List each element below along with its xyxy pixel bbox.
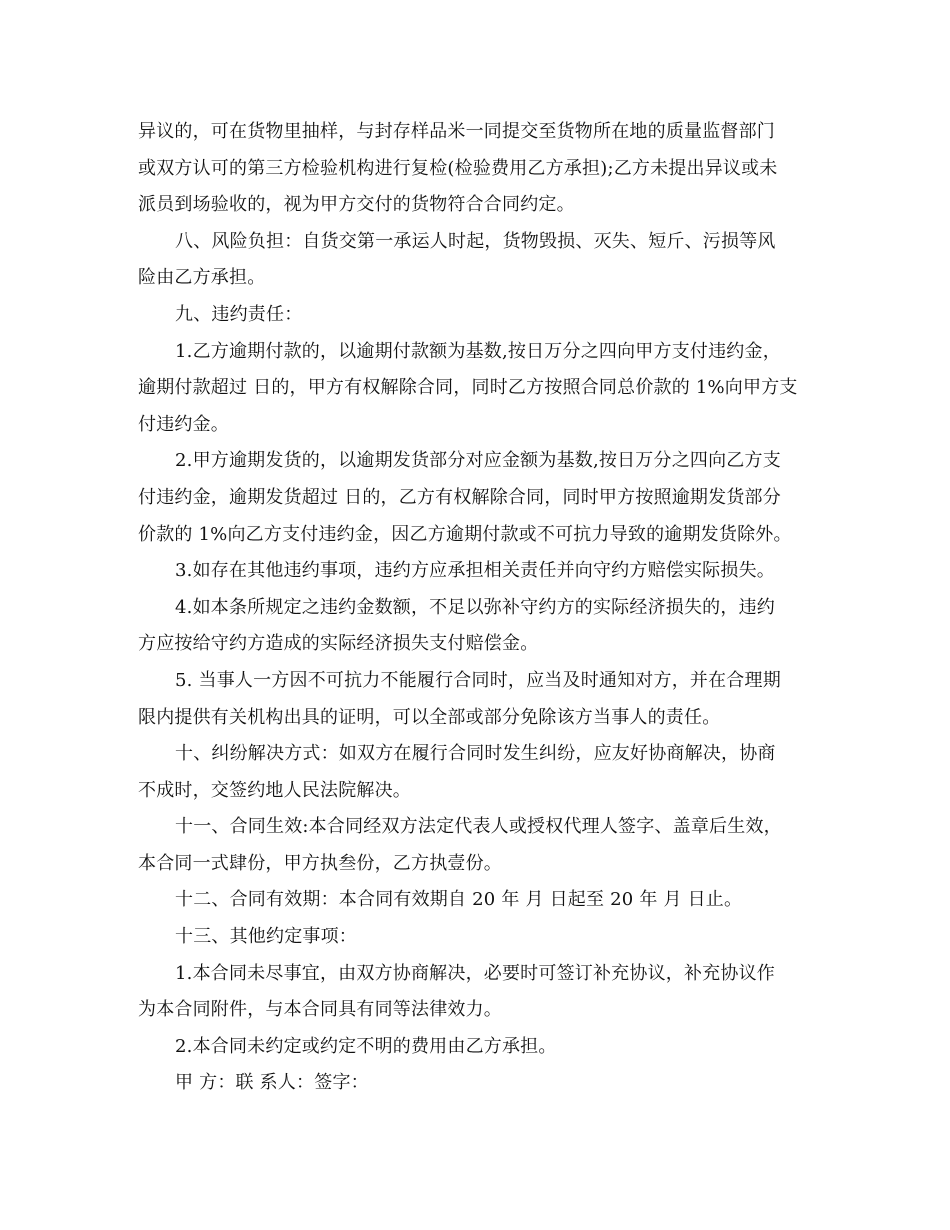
text-line: 3.如存在其他违约事项，违约方应承担相关责任并向守约方赔偿实际损失。	[175, 560, 775, 582]
text-line: 2.本合同未约定或约定不明的费用由乙方承担。	[175, 1035, 557, 1057]
text-line: 限内提供有关机构出具的证明，可以全部或部分免除该方当事人的责任。	[138, 706, 721, 728]
text-line: 派员到场验收的，视为甲方交付的货物符合合同约定。	[138, 194, 575, 216]
text-line: 异议的，可在货物里抽样，与封存样品米一同提交至货物所在地的质量监督部门	[138, 121, 775, 142]
text-line: 八、风险负担：自货交第一承运人时起，货物毁损、灭失、短斤、污损等风	[175, 230, 776, 252]
text-line: 不成时，交签约地人民法院解决。	[138, 779, 411, 801]
section-heading: 十三、其他约定事项：	[175, 926, 357, 948]
text-line: 2.甲方逾期发货的，以逾期发货部分对应金额为基数,按日万分之四向乙方支	[175, 450, 781, 472]
text-line: 或双方认可的第三方检验机构进行复检(检验费用乙方承担);乙方未提出异议或未	[138, 157, 778, 179]
text-line: 付违约金。	[138, 413, 229, 435]
text-line: 十二、合同有效期：本合同有效期自 20 年 月 日起至 20 年 月 日止。	[175, 889, 743, 911]
text-line: 逾期付款超过 日的，甲方有权解除合同，同时乙方按照合同总价款的 1%向甲方支	[138, 377, 798, 399]
text-line: 本合同一式肆份，甲方执叁份，乙方执壹份。	[138, 852, 502, 874]
signature-line: 甲 方：联 系人：签字：	[175, 1072, 369, 1094]
text-line: 1.乙方逾期付款的，以逾期付款额为基数,按日万分之四向甲方支付违约金，	[175, 340, 781, 362]
text-line: 十、纠纷解决方式：如双方在履行合同时发生纠纷，应友好协商解决，协商	[175, 743, 776, 765]
text-line: 4.如本条所规定之违约金数额，不足以弥补守约方的实际经济损失的，违约	[175, 596, 775, 618]
text-line: 付违约金，逾期发货超过 日的，乙方有权解除合同，同时甲方按照逾期发货部分	[138, 486, 781, 508]
text-line: 价款的 1%向乙方支付违约金，因乙方逾期付款或不可抗力导致的逾期发货除外。	[138, 523, 792, 545]
section-heading: 九、违约责任：	[175, 303, 303, 325]
text-line: 险由乙方承担。	[138, 267, 266, 289]
text-line: 十一、合同生效:本合同经双方法定代表人或授权代理人签字、盖章后生效，	[175, 816, 782, 838]
text-line: 1.本合同未尽事宜，由双方协商解决，必要时可签订补充协议，补充协议作	[175, 962, 775, 984]
text-line: 5. 当事人一方因不可抗力不能履行合同时，应当及时通知对方，并在合理期	[175, 669, 781, 691]
text-line: 为本合同附件，与本合同具有同等法律效力。	[138, 999, 502, 1021]
text-line: 方应按给守约方造成的实际经济损失支付赔偿金。	[138, 633, 539, 655]
document-body	[138, 114, 818, 1102]
